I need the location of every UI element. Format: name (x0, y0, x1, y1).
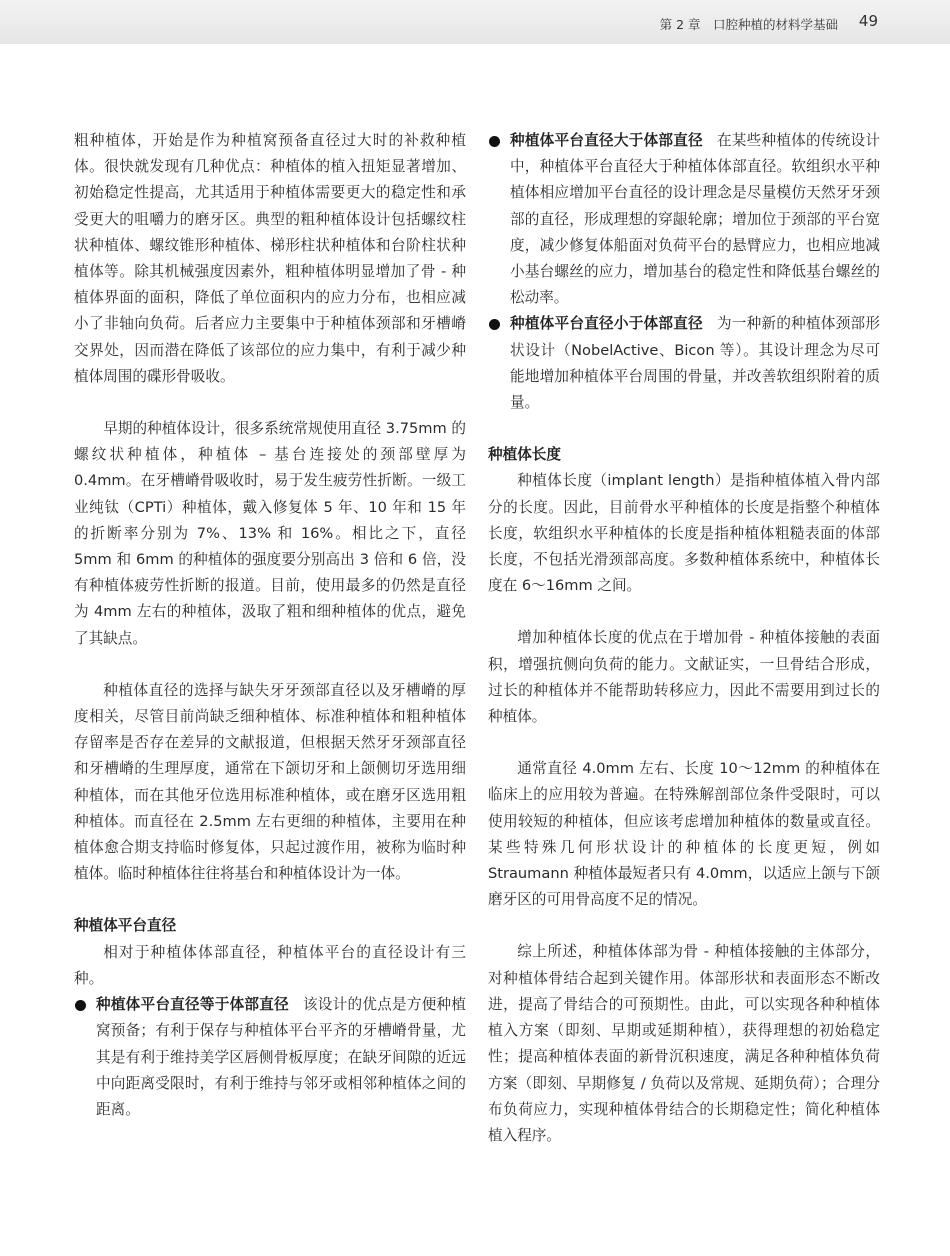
paragraph: 种植体直径的选择与缺失牙牙颈部直径以及牙槽嵴的厚度相关，尽管目前尚缺乏细种植体、标准种植体和粗种植体存留率是否存在差异的文献报道，但根据天然牙牙颈部直径和牙槽嵴的生理厚度，通常在下颌切牙和上颌侧切牙选用细种植体，而在其他牙位选用标准种植体，或在磨牙区选用粗种植体。而直径在 2.5mm 左右更细的种植体，主要用在种植体愈合期支持临时修复体，只起过渡作用，被称为临时种植体。临时种植体往往将基台和种植体设计为一体。 (74, 681, 466, 883)
right-column (488, 128, 880, 1149)
paragraph: 相对于种植体体部直径，种植体平台的直径设计有三种。 (74, 943, 466, 987)
paragraph: 增加种植体长度的优点在于增加骨 - 种植体接触的表面积，增强抗侧向负荷的能力。文献证实，一旦骨结合形成，过长的种植体并不能帮助转移应力，因此不需要用到过长的种植体。 (488, 629, 880, 726)
bullet-item (74, 992, 466, 1123)
paragraph: 种植体长度（implant length）是指种植体植入骨内部分的长度。因此，目前骨水平种植体的长度是指整个种植体长度，软组织水平种植体的长度是指种植体粗糙表面的体部长度，不包括光滑颈部高度。多数种植体系统中，种植体长度在 6～16mm 之间。 (488, 472, 880, 595)
bullet-text: 为一种新的种植体颈部形状设计（NobelActive、Bicon 等）。其设计理念为尽可能地增加种植体平台周围的骨量，并改善软组织附着的质量。 (510, 315, 880, 412)
bullet-text: 该设计的优点是方便种植窝预备；有利于保存与种植体平台平齐的牙槽嵴骨量，尤其是有利于维持美学区唇侧骨板厚度；在缺牙间隙的近远中向距离受限时，有利于维持与邻牙或相邻种植体之间的距离。 (96, 996, 466, 1118)
bullet-item (488, 311, 880, 416)
bullet-dot-icon (75, 1000, 86, 1011)
chapter-title: 第 2 章 口腔种植的材料学基础 (659, 17, 838, 32)
bullet-lead: 种植体平台直径等于体部直径 (96, 996, 289, 1014)
bullet-dot-icon (489, 136, 500, 147)
bullet-lead: 种植体平台直径大于体部直径 (510, 132, 703, 149)
bullet-text: 在某些种植体的传统设计中，种植体平台直径大于种植体体部直径。软组织水平种植体相应增加平台直径的设计理念是尽量模仿天然牙牙颈部的直径，形成理想的穿龈轮廓；增加位于颈部的平台宽度，减少修复体船面对负荷平台的悬臂应力，也相应地减小基台螺丝的应力，增加基台的稳定性和降低基台螺丝的松动率。 (510, 132, 880, 307)
left-column (74, 128, 466, 1123)
bullet-dot-icon (489, 319, 500, 330)
paragraph: 早期的种植体设计，很多系统常规使用直径 3.75mm 的螺纹状种植体，种植体 – 基台连接处的颈部壁厚为 0.4mm。在牙槽嵴骨吸收时，易于发生疲劳性折断。一级工业纯钛（CPTi）种植体，戴入修复体 5 年、10 年和 15 年的折断率分别为 7%、13% 和 16%。相比之下，直径 5mm 和 6mm 的种植体的强度要分别高出 3 倍和 6 倍，没有种植体疲劳性折断的报道。目前，使用最多的仍然是直径为 4mm 左右的种植体，汲取了粗和细种植体的优点，避免了其缺点。 (74, 420, 466, 647)
running-header (0, 0, 950, 44)
bullet-lead: 种植体平台直径小于体部直径 (510, 315, 703, 333)
bullet-item (488, 128, 880, 311)
section-heading: 种植体平台直径 (74, 917, 177, 935)
page-number: 49 (858, 12, 878, 30)
section-heading: 种植体长度 (488, 446, 561, 464)
paragraph: 综上所述，种植体体部为骨 - 种植体接触的主体部分，对种植体骨结合起到关键作用。体部形状和表面形态不断改进，提高了骨结合的可预期性。由此，可以实现各种种植体植入方案（即刻、早期或延期种植），获得理想的初始稳定性；提高种植体表面的新骨沉积速度，满足各种种植体负荷方案（即刻、早期修复 / 负荷以及常规、延期负荷）；合理分布负荷应力，实现种植体骨结合的长期稳定性；简化种植体植入程序。 (488, 943, 880, 1144)
paragraph: 粗种植体，开始是作为种植窝预备直径过大时的补救种植体。很快就发现有几种优点：种植体的植入扭矩显著增加、初始稳定性提高，尤其适用于种植体需要更大的稳定性和承受更大的咀嚼力的磨牙区。典型的粗种植体设计包括螺纹柱状种植体、螺纹锥形种植体、梯形柱状种植体和台阶柱状种植体等。除其机械强度因素外，粗种植体明显增加了骨 - 种植体界面的面积，降低了单位面积内的应力分布，也相应减小了非轴向负荷。后者应力主要集中于种植体颈部和牙槽嵴交界处，因而潜在降低了该部位的应力集中，有利于减少种植体周围的碟形骨吸收。 (74, 132, 466, 385)
paragraph: 通常直径 4.0mm 左右、长度 10～12mm 的种植体在临床上的应用较为普遍。在特殊解剖部位条件受限时，可以使用较短的种植体，但应该考虑增加种植体的数量或直径。某些特殊几何形状设计的种植体的长度更短，例如 Straumann 种植体最短者只有 4.0mm，以适应上颌与下颌磨牙区的可用骨高度不足的情况。 (488, 760, 880, 909)
